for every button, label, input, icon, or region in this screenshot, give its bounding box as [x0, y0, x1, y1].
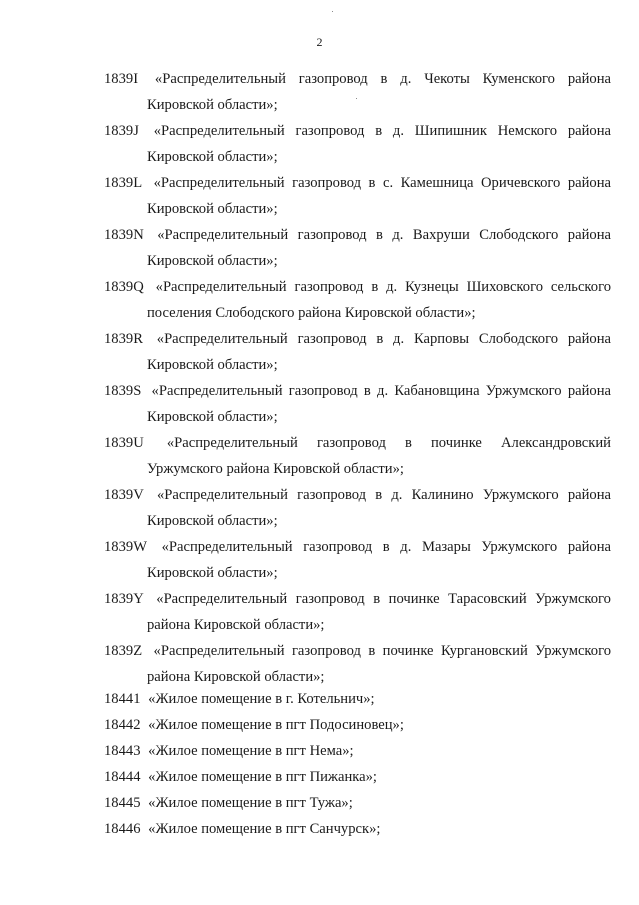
entry-text: «Распределительный газопровод в д. Шипишник Немского района — [153, 123, 611, 139]
entry-text: «Распределительный газопровод в починке Тарасовский Уржумского — [156, 591, 611, 607]
entry-code: 1839N — [104, 227, 144, 243]
entry-text: «Жилое помещение в пгт Подосиновец»; — [148, 717, 404, 733]
entry-continuation: Кировской области»; — [147, 201, 278, 217]
entry-code: 1839L — [104, 175, 143, 191]
entry-first-line — [104, 430, 611, 456]
entry-first-line — [104, 170, 611, 196]
list-item — [0, 482, 639, 534]
list-item — [0, 816, 639, 842]
list-item — [0, 274, 639, 326]
entry-text: «Распределительный газопровод в д. Вахруши Слободского района — [157, 227, 611, 243]
entry-text: «Жилое помещение в пгт Санчурск»; — [148, 821, 381, 837]
entry-first-line — [104, 66, 611, 92]
entry-first-line — [104, 274, 611, 300]
entry-text: «Распределительный газопровод в починке Кургановский Уржумского — [153, 643, 611, 659]
entry-code: 1839Q — [104, 279, 144, 295]
entry-first-line — [104, 534, 611, 560]
entry-code: 1839R — [104, 331, 143, 347]
list-item — [0, 118, 639, 170]
entry-text: «Жилое помещение в пгт Тужа»; — [148, 795, 353, 811]
list-item — [0, 222, 639, 274]
list-item — [0, 66, 639, 118]
entry-text: «Распределительный газопровод в починке Александровский — [166, 435, 611, 451]
entry-continuation: Уржумского района Кировской области»; — [147, 461, 404, 477]
entry-code: 18441 — [104, 691, 141, 707]
entry-code: 18444 — [104, 769, 141, 785]
entry-code: 1839Z — [104, 643, 143, 659]
entry-first-line — [104, 482, 611, 508]
list-item — [0, 764, 639, 790]
entry-code: 1839Y — [104, 591, 144, 607]
list-item — [0, 712, 639, 738]
entry-text: «Распределительный газопровод в д. Карповы Слободского района — [156, 331, 611, 347]
entry-code: 18446 — [104, 821, 141, 837]
entry-code: 18442 — [104, 717, 141, 733]
entry-code: 1839V — [104, 487, 144, 503]
entry-text: «Распределительный газопровод в д. Кузнецы Шиховского сельского — [155, 279, 611, 295]
list-item — [0, 534, 639, 586]
entry-text: «Жилое помещение в пгт Нема»; — [148, 743, 354, 759]
list-item — [0, 586, 639, 638]
list-item — [0, 738, 639, 764]
entry-first-line — [104, 118, 611, 144]
entry-continuation: Кировской области»; — [147, 357, 278, 373]
list-item — [0, 378, 639, 430]
entry-continuation: поселения Слободского района Кировской области»; — [147, 305, 476, 321]
entry-first-line — [104, 816, 611, 842]
entry-first-line — [104, 712, 611, 738]
entry-continuation: Кировской области»; — [147, 97, 278, 113]
entry-text: «Распределительный газопровод в д. Чекоты Куменского района — [154, 71, 611, 87]
list-item — [0, 790, 639, 816]
entry-text: «Жилое помещение в г. Котельнич»; — [148, 691, 375, 707]
list-item — [0, 326, 639, 378]
entry-first-line — [104, 378, 611, 404]
entry-continuation: Кировской области»; — [147, 253, 278, 269]
entry-code: 18445 — [104, 795, 141, 811]
entry-first-line — [104, 738, 611, 764]
entry-code: 1839W — [104, 539, 147, 555]
entry-first-line — [104, 638, 611, 664]
entry-text: «Распределительный газопровод в с. Камешница Оричевского района — [153, 175, 611, 191]
entry-first-line — [104, 586, 611, 612]
entry-code: 1839J — [104, 123, 139, 139]
list-item — [0, 638, 639, 690]
entry-code: 1839I — [104, 71, 139, 87]
page-number: 2 — [316, 35, 323, 49]
entry-code: 18443 — [104, 743, 141, 759]
entry-code: 1839S — [104, 383, 142, 399]
entry-continuation: Кировской области»; — [147, 409, 278, 425]
list-item — [0, 430, 639, 482]
entry-continuation: Кировской области»; — [147, 513, 278, 529]
entry-text: «Распределительный газопровод в д. Мазары Уржумского района — [161, 539, 611, 555]
entry-text: «Распределительный газопровод в д. Кабановщина Уржумского района — [151, 383, 611, 399]
list-item — [0, 170, 639, 222]
entry-first-line — [104, 326, 611, 352]
entry-first-line — [104, 222, 611, 248]
entry-continuation: района Кировской области»; — [147, 617, 325, 633]
entry-continuation: Кировской области»; — [147, 565, 278, 581]
entry-continuation: района Кировской области»; — [147, 669, 325, 685]
entry-first-line — [104, 790, 611, 816]
entry-first-line — [104, 764, 611, 790]
list-item — [0, 686, 639, 712]
entry-text: «Распределительный газопровод в д. Калинино Уржумского района — [156, 487, 611, 503]
entry-text: «Жилое помещение в пгт Пижанка»; — [148, 769, 377, 785]
entry-first-line — [104, 686, 611, 712]
entry-continuation: Кировской области»; — [147, 149, 278, 165]
entry-code: 1839U — [104, 435, 144, 451]
